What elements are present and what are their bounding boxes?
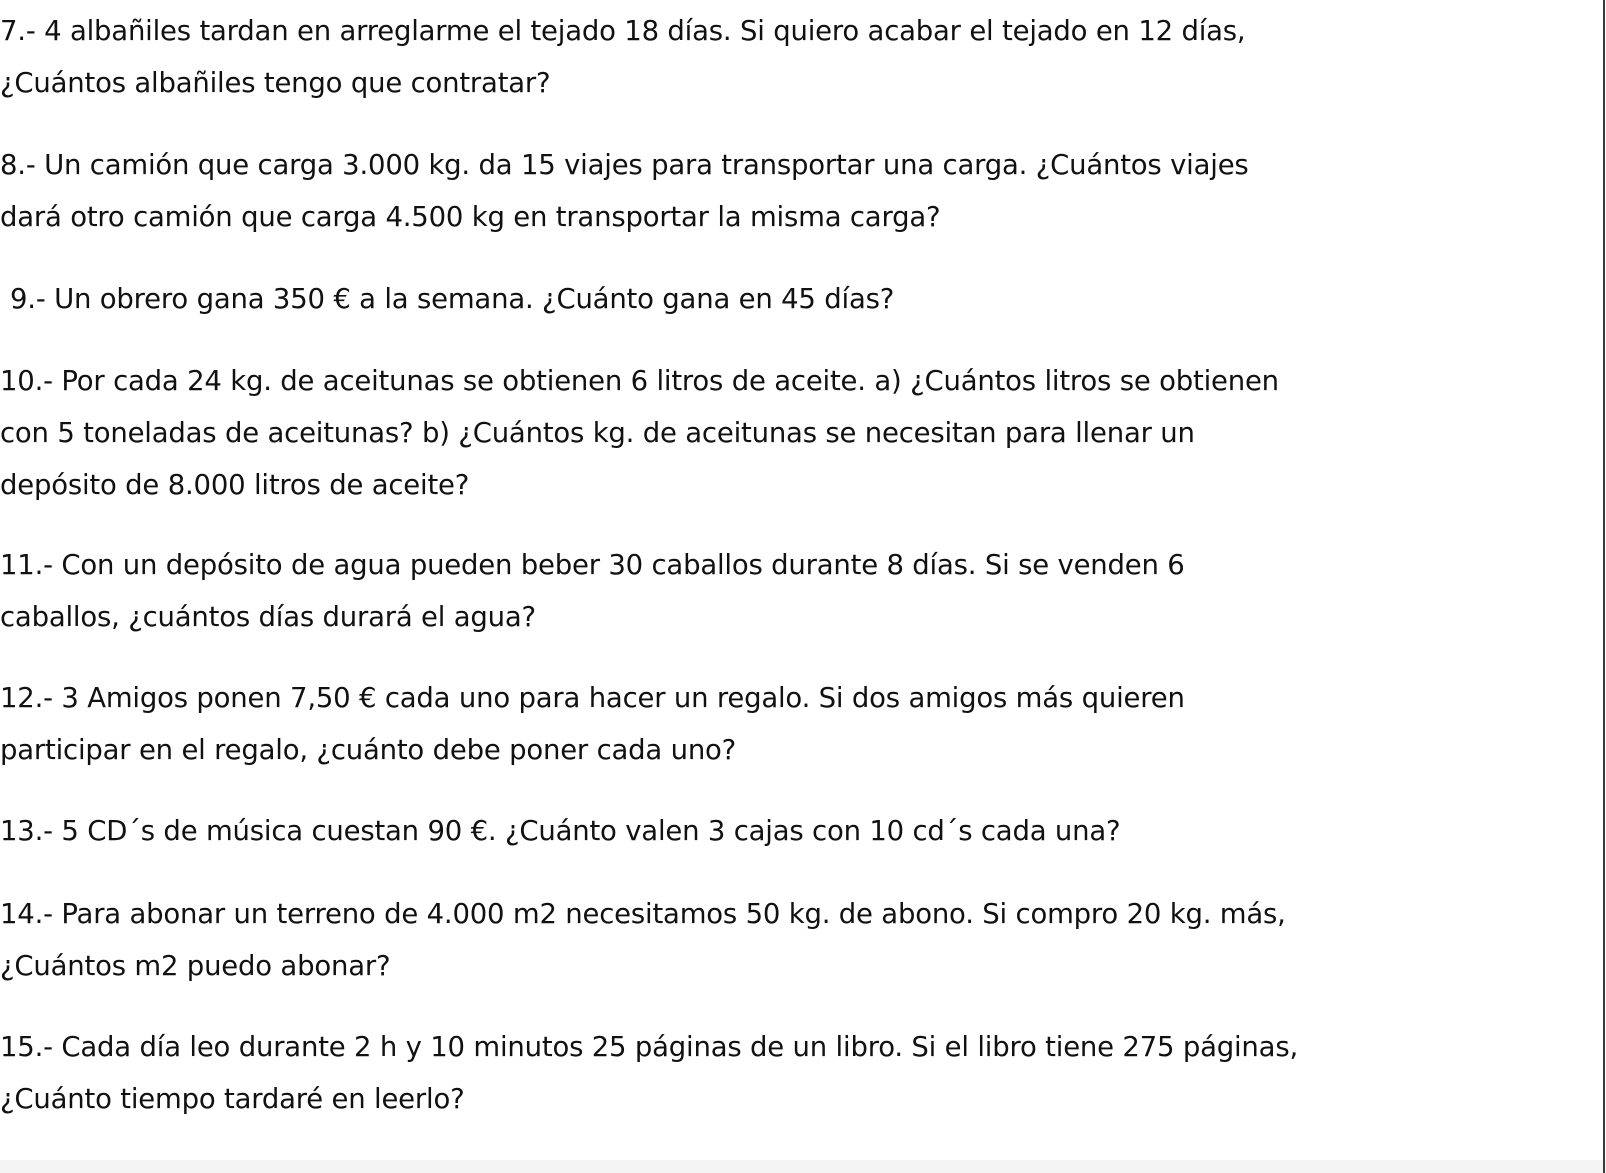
problem-line: ¿Cuánto tiempo tardaré en leerlo? [0,1083,465,1115]
problem-line: 10.- Por cada 24 kg. de aceitunas se obtienen 6 litros de aceite. a) ¿Cuántos litros se obtienen [0,365,1279,397]
problem-line: 12.- 3 Amigos ponen 7,50 € cada uno para hacer un regalo. Si dos amigos más quieren [0,682,1185,714]
problem-14 [0,888,1595,992]
problem-7 [0,5,1595,109]
problem-line: participar en el regalo, ¿cuánto debe poner cada uno? [0,734,737,766]
problem-line: 14.- Para abonar un terreno de 4.000 m2 necesitamos 50 kg. de abono. Si compro 20 kg. más, [0,898,1286,930]
problem-12 [0,672,1595,776]
problem-13 [0,805,1595,857]
page-bottom-edge [0,1160,1606,1173]
problem-line: 11.- Con un depósito de agua pueden beber 30 caballos durante 8 días. Si se venden 6 [0,549,1185,581]
problem-line: 7.- 4 albañiles tardan en arreglarme el tejado 18 días. Si quiero acabar el tejado en 12 días, [0,15,1246,47]
problem-9 [10,273,1605,325]
problem-15 [0,1021,1595,1125]
problem-line: 8.- Un camión que carga 3.000 kg. da 15 viajes para transportar una carga. ¿Cuántos viajes [0,149,1249,181]
problem-line: depósito de 8.000 litros de aceite? [0,469,470,501]
page-right-border [1603,0,1605,1173]
problem-10 [0,355,1595,511]
problem-line: 15.- Cada día leo durante 2 h y 10 minutos 25 páginas de un libro. Si el libro tiene 275 páginas, [0,1031,1298,1063]
problem-line: con 5 toneladas de aceitunas? b) ¿Cuántos kg. de aceitunas se necesitan para llenar un [0,417,1195,449]
problem-line: 13.- 5 CD´s de música cuestan 90 €. ¿Cuánto valen 3 cajas con 10 cd´s cada una? [0,815,1121,847]
problem-line: ¿Cuántos m2 puedo abonar? [0,950,391,982]
problem-8 [0,139,1595,243]
problem-line: caballos, ¿cuántos días durará el agua? [0,601,536,633]
problem-line: 9.- Un obrero gana 350 € a la semana. ¿Cuánto gana en 45 días? [10,283,895,315]
problem-line: ¿Cuántos albañiles tengo que contratar? [0,67,551,99]
problem-11 [0,539,1595,643]
problem-line: dará otro camión que carga 4.500 kg en transportar la misma carga? [0,201,941,233]
